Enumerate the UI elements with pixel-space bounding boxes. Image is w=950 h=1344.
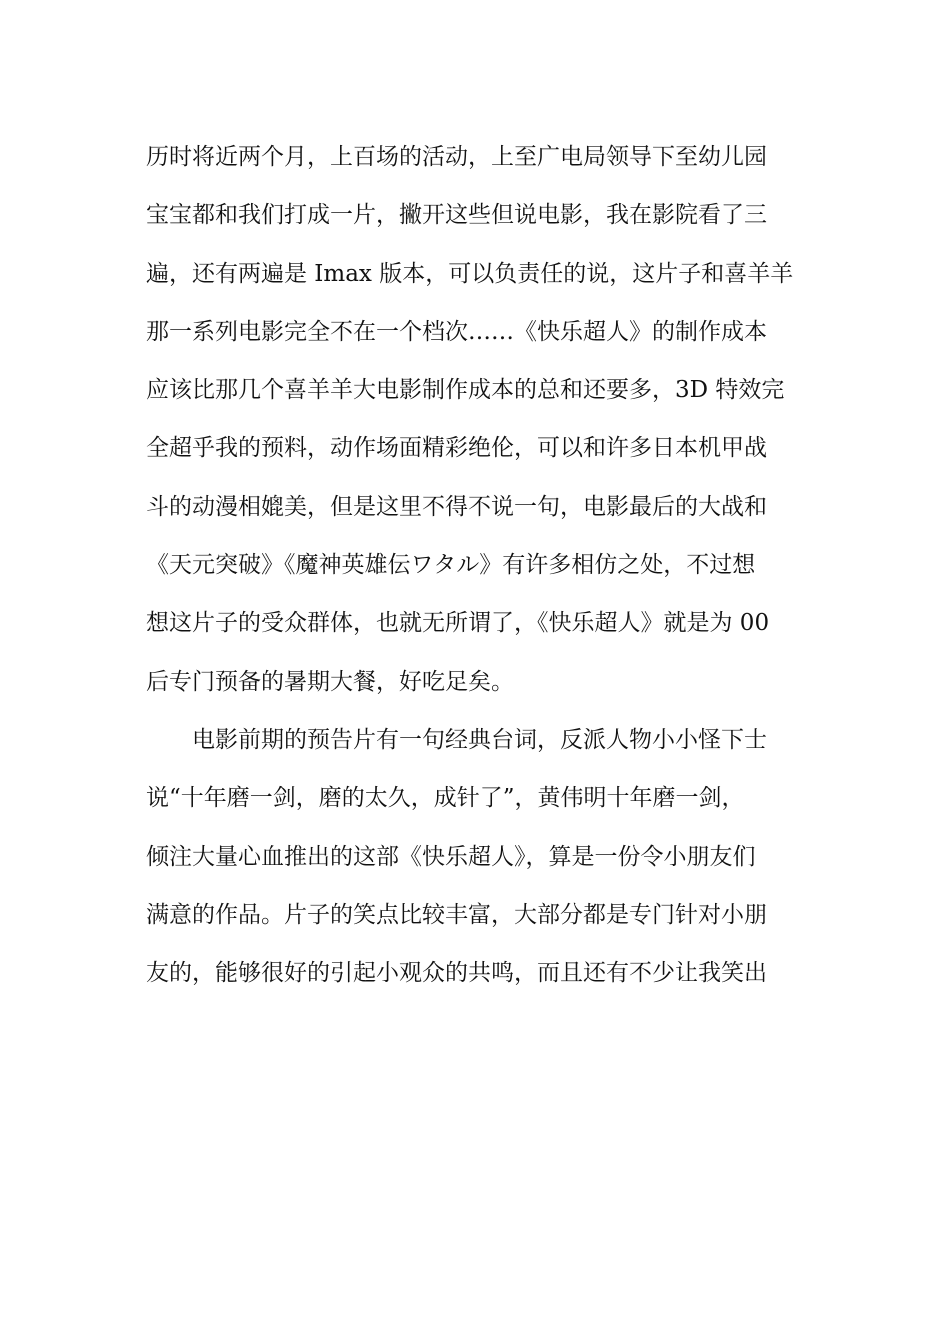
- text-line: 想这片子的受众群体，也就无所谓了，《快乐超人》就是为 00: [146, 610, 770, 637]
- text-line: 后专门预备的暑期大餐，好吃足矣。: [146, 668, 514, 695]
- text-line: 斗的动漫相媲美，但是这里不得不说一句，电影最后的大战和: [146, 493, 767, 520]
- text-line: 那一系列电影完全不在一个档次……《快乐超人》的制作成本: [146, 318, 767, 345]
- document-body: [146, 128, 808, 1002]
- text-line: 全超乎我的预料，动作场面精彩绝伦，可以和许多日本机甲战: [146, 435, 767, 462]
- text-line: 宝宝都和我们打成一片，撇开这些但说电影，我在影院看了三: [146, 202, 767, 229]
- text-line: 友的，能够很好的引起小观众的共鸣，而且还有不少让我笑出: [146, 960, 767, 987]
- text-line: 电影前期的预告片有一句经典台词，反派人物小小怪下士: [146, 726, 767, 753]
- text-line: 说“十年磨一剑，磨的太久，成针了”，黄伟明十年磨一剑，: [146, 785, 745, 812]
- text-line: 《天元突破》《魔神英雄伝ワタル》有许多相仿之处，不过想: [146, 552, 756, 579]
- text-line: 满意的作品。片子的笑点比较丰富，大部分都是专门针对小朋: [146, 901, 767, 928]
- text-line: 应该比那几个喜羊羊大电影制作成本的总和还要多，3D 特效完: [146, 377, 785, 404]
- paragraph-1: [146, 128, 808, 711]
- text-line: 遍，还有两遍是 Imax 版本，可以负责任的说，这片子和喜羊羊: [146, 260, 794, 287]
- text-line: 倾注大量心血推出的这部《快乐超人》，算是一份令小朋友们: [146, 843, 756, 870]
- text-line: 历时将近两个月，上百场的活动，上至广电局领导下至幼儿园: [146, 144, 767, 170]
- paragraph-2: [146, 711, 808, 1002]
